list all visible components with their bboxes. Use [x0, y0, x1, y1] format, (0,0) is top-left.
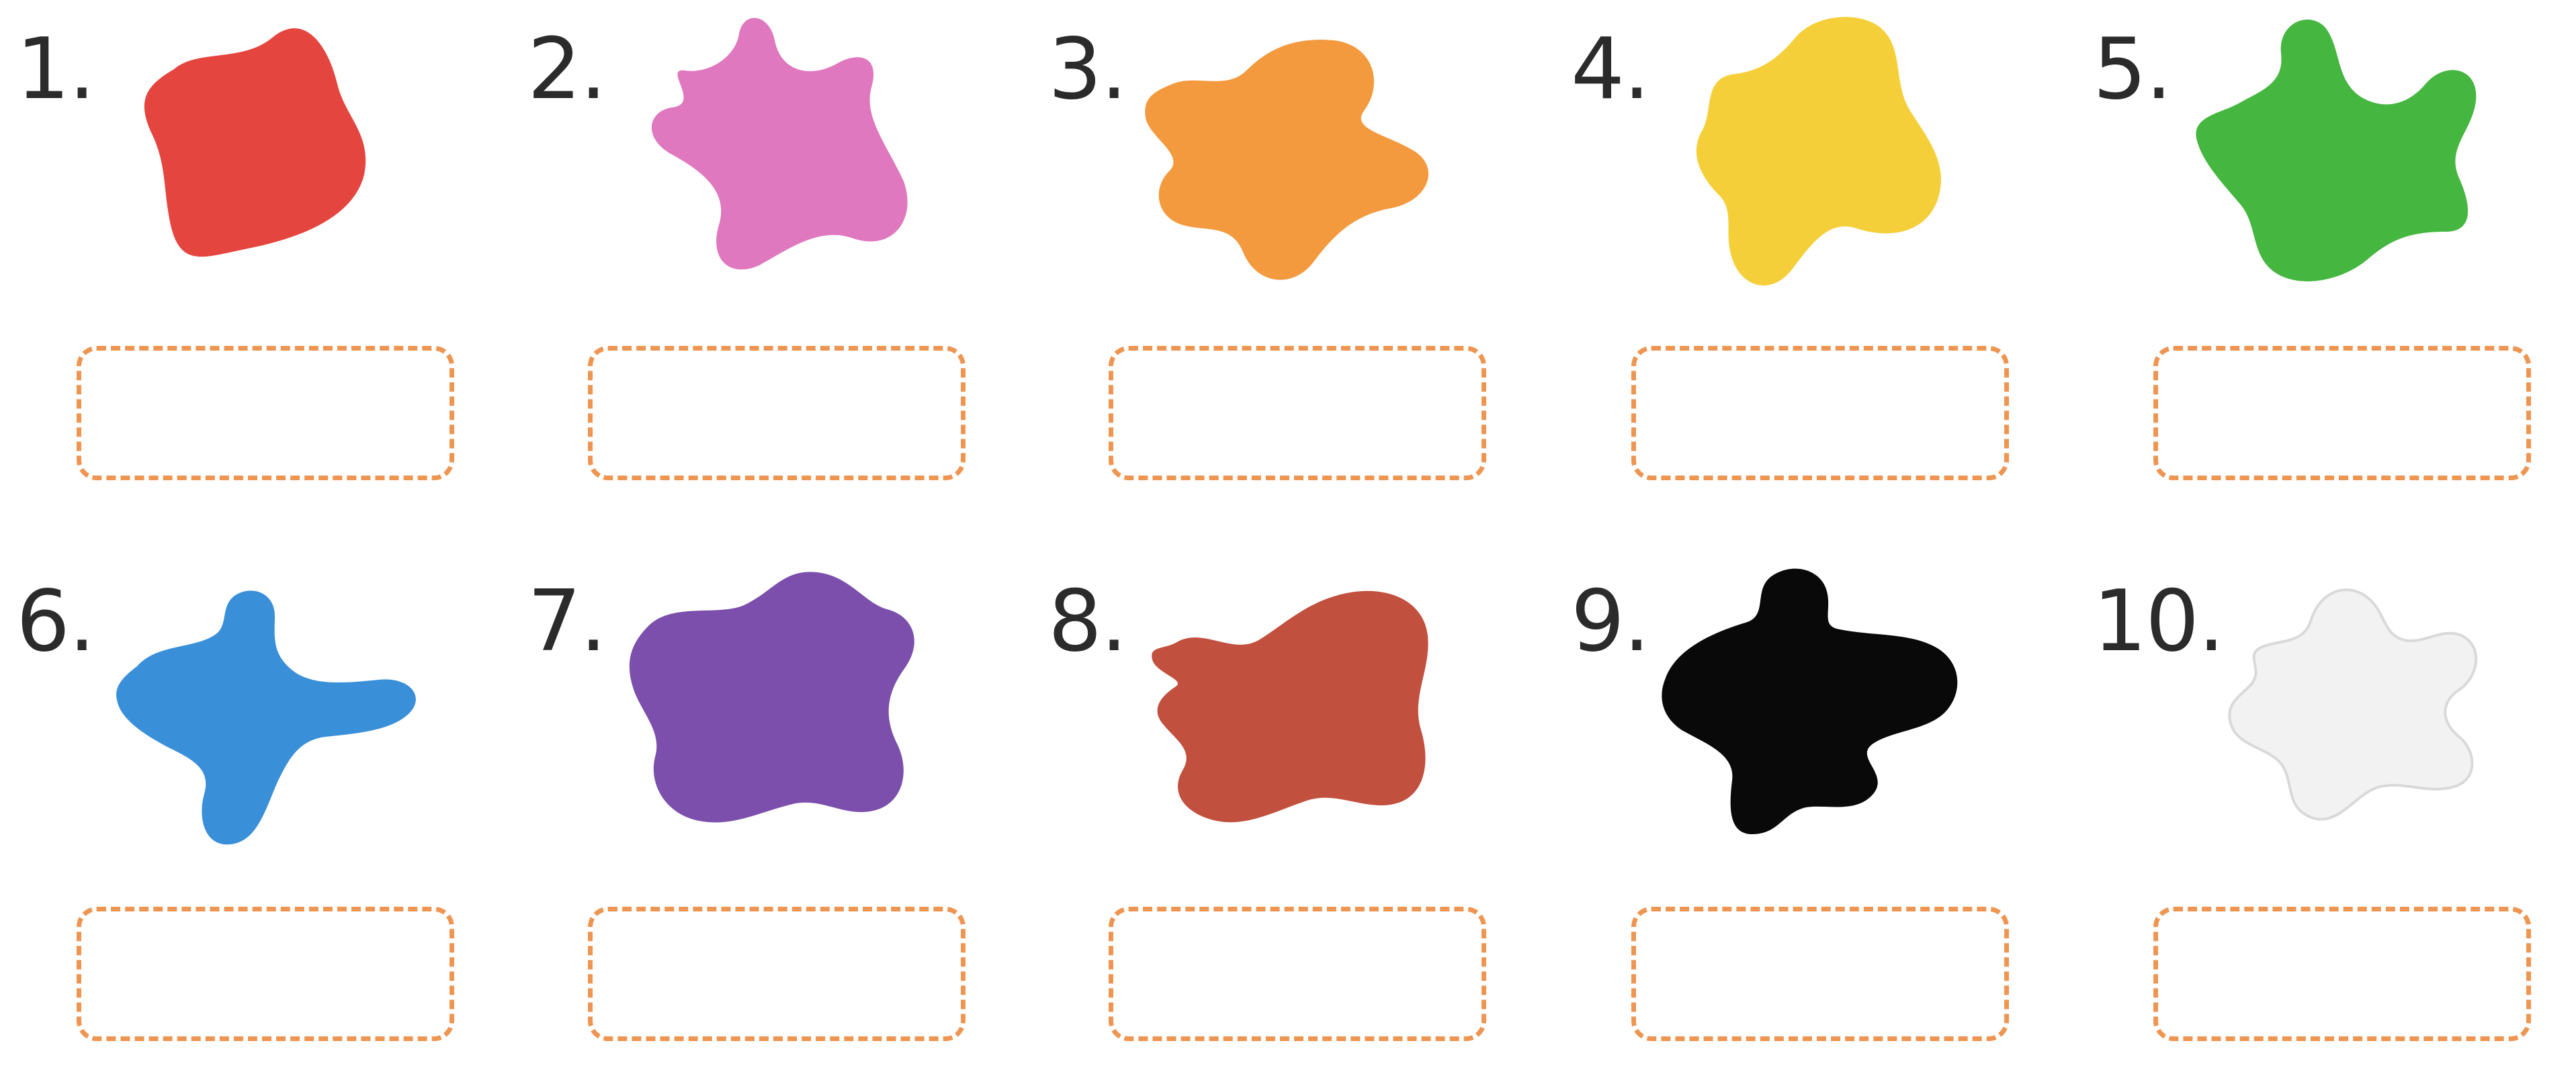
item-number: 2. — [527, 19, 606, 118]
blob-shape — [652, 18, 908, 270]
answer-input-box[interactable] — [588, 907, 965, 1041]
item-number: 7. — [527, 572, 606, 670]
blue-paint-blob-icon — [110, 579, 419, 868]
blob-shape — [144, 28, 366, 257]
worksheet-item-8 — [1048, 572, 1492, 1076]
answer-input-box[interactable] — [2153, 907, 2531, 1041]
answer-input-box[interactable] — [77, 907, 454, 1041]
blob-shape — [116, 590, 416, 844]
worksheet-item-9 — [1571, 572, 2014, 1076]
answer-input-box[interactable] — [1109, 907, 1486, 1041]
worksheet-item-5 — [2093, 19, 2536, 524]
blob-shape — [1152, 591, 1428, 822]
red-paint-blob-icon — [103, 10, 413, 299]
blob-shape — [2196, 19, 2476, 281]
item-number: 8. — [1048, 572, 1127, 670]
item-number: 5. — [2093, 19, 2172, 118]
item-number: 4. — [1571, 19, 1649, 118]
item-number: 9. — [1571, 572, 1649, 670]
blob-shape — [1662, 569, 1957, 834]
answer-input-box[interactable] — [2153, 346, 2531, 480]
green-paint-blob-icon — [2177, 10, 2486, 299]
worksheet-item-1 — [16, 19, 460, 524]
worksheet-item-2 — [527, 19, 971, 524]
pink-paint-blob-icon — [621, 10, 931, 299]
worksheet-item-7 — [527, 572, 971, 1076]
purple-paint-blob-icon — [615, 562, 924, 851]
white-paint-blob-icon — [2200, 566, 2509, 854]
brown-paint-blob-icon — [1135, 562, 1445, 851]
answer-input-box[interactable] — [1631, 907, 2009, 1041]
answer-input-box[interactable] — [77, 346, 454, 480]
blob-shape — [2229, 590, 2476, 819]
blob-shape — [1145, 40, 1428, 280]
worksheet-item-6 — [16, 572, 460, 1076]
item-number: 6. — [16, 572, 95, 670]
item-number: 1. — [16, 19, 95, 118]
worksheet-item-10 — [2093, 572, 2536, 1076]
item-number: 10. — [2093, 572, 2224, 670]
worksheet-item-4 — [1571, 19, 2014, 524]
blob-shape — [630, 572, 914, 823]
black-paint-blob-icon — [1651, 559, 1961, 848]
orange-paint-blob-icon — [1132, 10, 1441, 299]
answer-input-box[interactable] — [588, 346, 965, 480]
answer-input-box[interactable] — [1631, 346, 2009, 480]
answer-input-box[interactable] — [1109, 346, 1486, 480]
yellow-paint-blob-icon — [1662, 10, 1971, 299]
blob-shape — [1697, 17, 1941, 285]
worksheet-item-3 — [1048, 19, 1492, 524]
item-number: 3. — [1048, 19, 1127, 118]
